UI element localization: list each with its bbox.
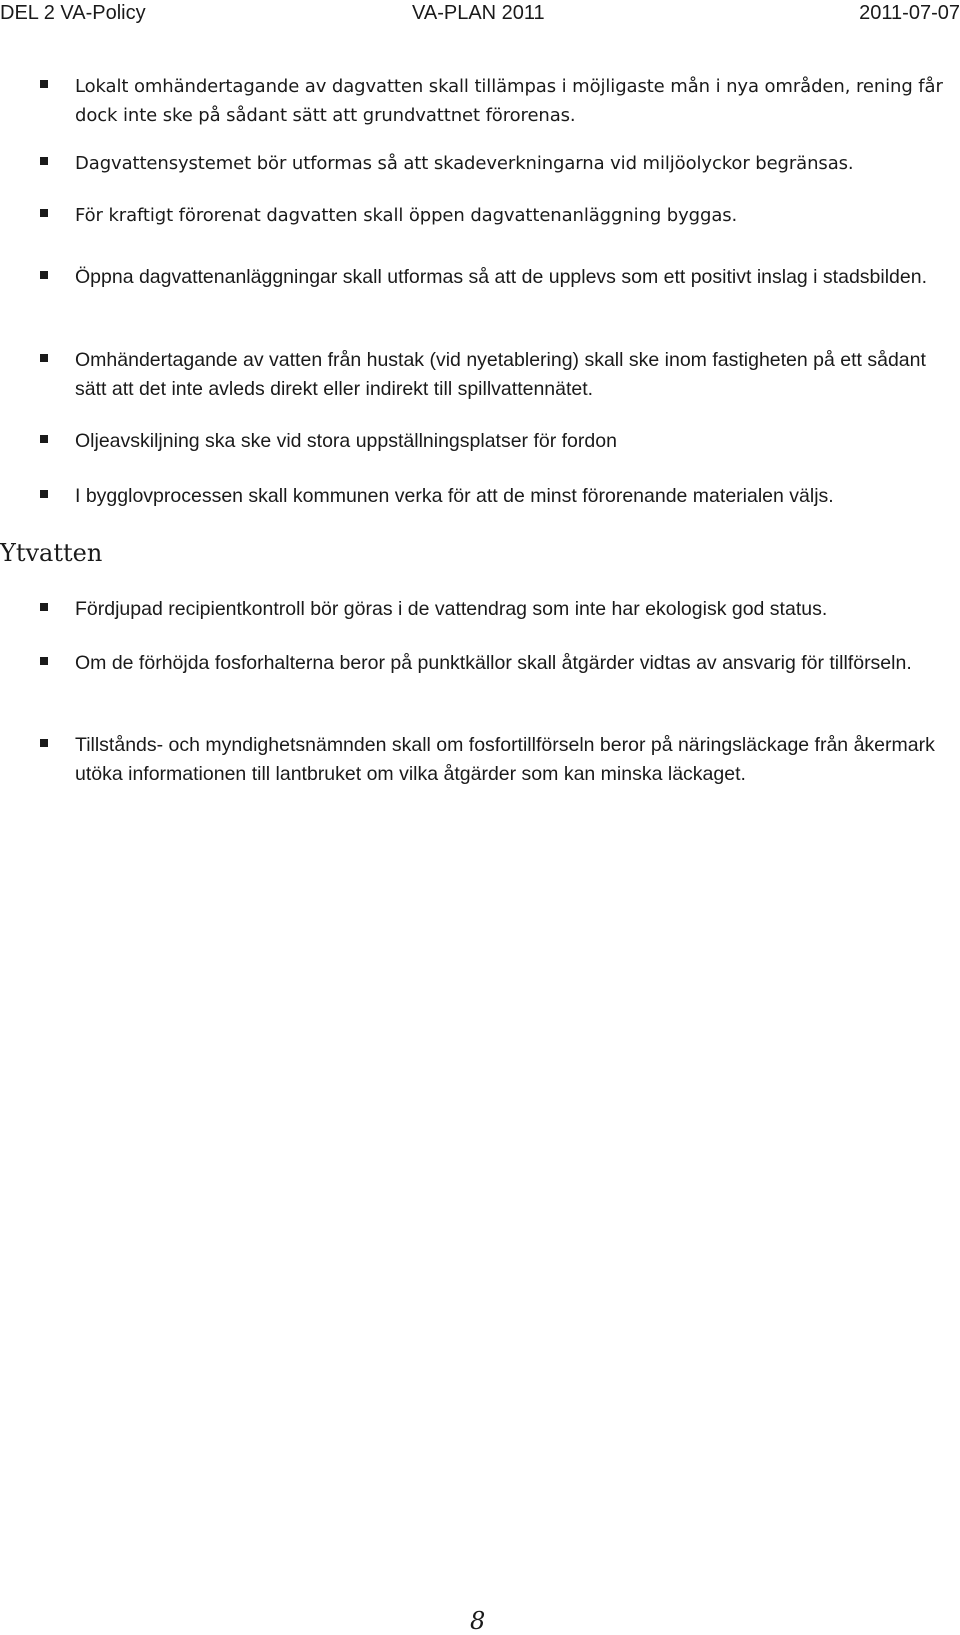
list-item-text: Lokalt omhändertagande av dagvatten skall tillämpas i möjligaste mån i nya områden, rening får dock inte ske på sådant sätt att grundvattnet förorenas. [75, 76, 943, 126]
square-bullet-icon [40, 80, 48, 88]
header-document-title: VA-PLAN 2011 [412, 2, 545, 24]
square-bullet-icon [40, 657, 48, 665]
list-item-text: I bygglovprocessen skall kommunen verka för att de minst förorenande materialen väljs. [75, 485, 834, 507]
page-number: 8 [470, 1607, 486, 1635]
list-item-text: Omhändertagande av vatten från hustak (vid nyetablering) skall ske inom fastigheten på ett sådant sätt att det inte avleds direkt eller indirekt till spillvattennätet. [75, 349, 926, 400]
header-date: 2011-07-07 [859, 2, 960, 24]
page-header [0, 0, 960, 28]
square-bullet-icon [40, 490, 48, 498]
square-bullet-icon [40, 435, 48, 443]
square-bullet-icon [40, 271, 48, 279]
list-item-text: För kraftigt förorenat dagvatten skall öppen dagvattenanläggning byggas. [75, 205, 738, 226]
list-item-text: Om de förhöjda fosforhalterna beror på punktkällor skall åtgärder vidtas av ansvarig för tillförseln. [75, 652, 912, 674]
list-item-text: Tillstånds- och myndighetsnämnden skall om fosfortillförseln beror på näringsläckage från åkermark utöka informationen till lantbruket om vilka åtgärder som kan minska läckaget. [75, 734, 935, 785]
square-bullet-icon [40, 157, 48, 165]
header-document-part: DEL 2 VA-Policy [0, 2, 146, 24]
list-item-text: Oljeavskiljning ska ske vid stora uppställningsplatser för fordon [75, 430, 617, 452]
list-item-text: Fördjupad recipientkontroll bör göras i de vattendrag som inte har ekologisk god status. [75, 598, 828, 620]
list-item-text: Dagvattensystemet bör utformas så att skadeverkningarna vid miljöolyckor begränsas. [75, 153, 854, 174]
square-bullet-icon [40, 603, 48, 611]
section-heading: Ytvatten [0, 539, 103, 567]
square-bullet-icon [40, 209, 48, 217]
square-bullet-icon [40, 354, 48, 362]
square-bullet-icon [40, 739, 48, 747]
list-item-text: Öppna dagvattenanläggningar skall utformas så att de upplevs som ett positivt inslag i stadsbilden. [75, 266, 928, 288]
